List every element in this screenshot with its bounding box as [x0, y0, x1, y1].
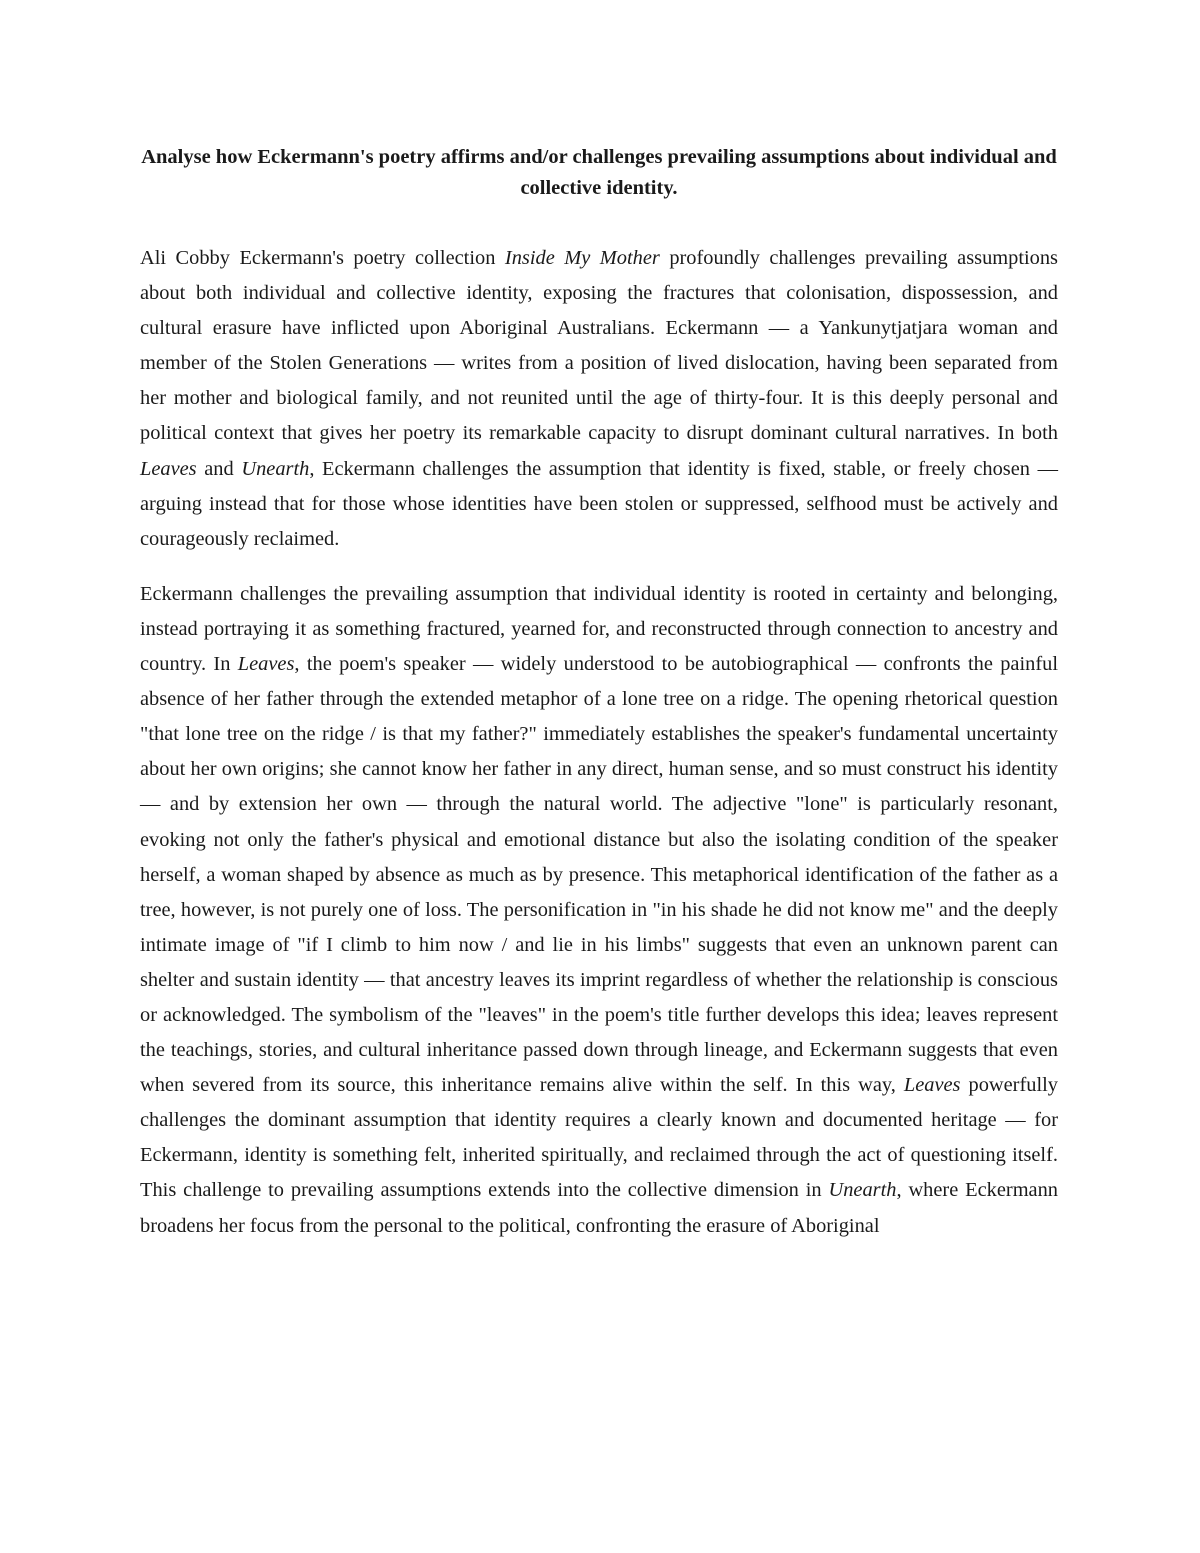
text-run-italic: Leaves [237, 653, 295, 676]
text-run-italic: Unearth [828, 1179, 897, 1202]
text-run-italic: Inside My Mother [504, 247, 660, 269]
essay-question-title: Analyse how Eckermann's poetry affirms and/or challenges prevailing assumptions about individual and collective identity. [141, 146, 1057, 199]
text-run: profoundly challenges prevailing assumptions about both individual and collective identity, exposing the fractures that colonisation, dispossession, and cultural erasure have inflicted upon Aboriginal Australians. Eckermann — a Yankunytjatjara woman and member of the Stolen Generations — writes from a position of lived dislocation, having been separated from her mother and biological family, and not reunited until the age of thirty-four. It is this deeply personal and political context that gives her poetry its remarkable capacity to disrupt dominant cultural narratives. In both [140, 247, 1058, 445]
text-run-italic: Unearth [241, 457, 310, 480]
text-run: and [196, 457, 242, 480]
document-page [140, 142, 1058, 1264]
text-run: , the poem's speaker — widely understood to be autobiographical — confronts the painful absence of her father through the extended metaphor of a lone tree on a ridge. The opening rhetorical question "that lone tree on the ridge / is that my father?" immediately establishes the speaker's fundamental uncertainty about her own origins; she cannot know her father in any direct, human sense, and so must construct his identity — and by extension her own — through the natural world. The adjective "lone" is particularly resonant, evoking not only the father's physical and emotional distance but also the isolating condition of the speaker herself, a woman shaped by absence as much as by presence. This metaphorical identification of the father as a tree, however, is not purely one of loss. The personification in "in his shade he did not know me" and the deeply intimate image of "if I climb to him now / and lie in his limbs" suggests that even an unknown parent can shelter and sustain identity — that ancestry leaves its imprint regardless of whether the relationship is conscious or acknowledged. The symbolism of the "leaves" in the poem's title further develops this idea; leaves represent the teachings, stories, and cultural inheritance passed down through lineage, and Eckermann suggests that even when severed from its source, this inheritance remains alive within the self. In this way, [140, 653, 1058, 1097]
text-run: , Eckermann challenges the assumption that identity is fixed, stable, or freely chosen — arguing instead that for those whose identities have been stolen or suppressed, selfhood must be actively and courageously reclaimed. [140, 457, 1059, 550]
text-run: Eckermann challenges the prevailing assumption that individual identity is rooted in certainty and belonging, instead portraying it as something fractured, yearned for, and reconstructed through connection to ancestry and country. In [140, 582, 1058, 676]
text-run: Ali Cobby Eckermann's poetry collection [140, 247, 505, 269]
text-run: , where Eckermann broadens her focus from the personal to the political, confronting the erasure of Aboriginal [140, 1179, 1058, 1237]
paragraph-body-leaves [140, 577, 1058, 1244]
text-run-italic: Leaves [903, 1074, 961, 1097]
text-run-italic: Leaves [140, 457, 197, 480]
paragraph-introduction [140, 241, 1058, 557]
text-run: powerfully challenges the dominant assumption that identity requires a clearly known and documented heritage — for Eckermann, identity is something felt, inherited spiritually, and reclaimed through the act of questioning itself. This challenge to prevailing assumptions extends into the collective dimension in [140, 1074, 1058, 1202]
